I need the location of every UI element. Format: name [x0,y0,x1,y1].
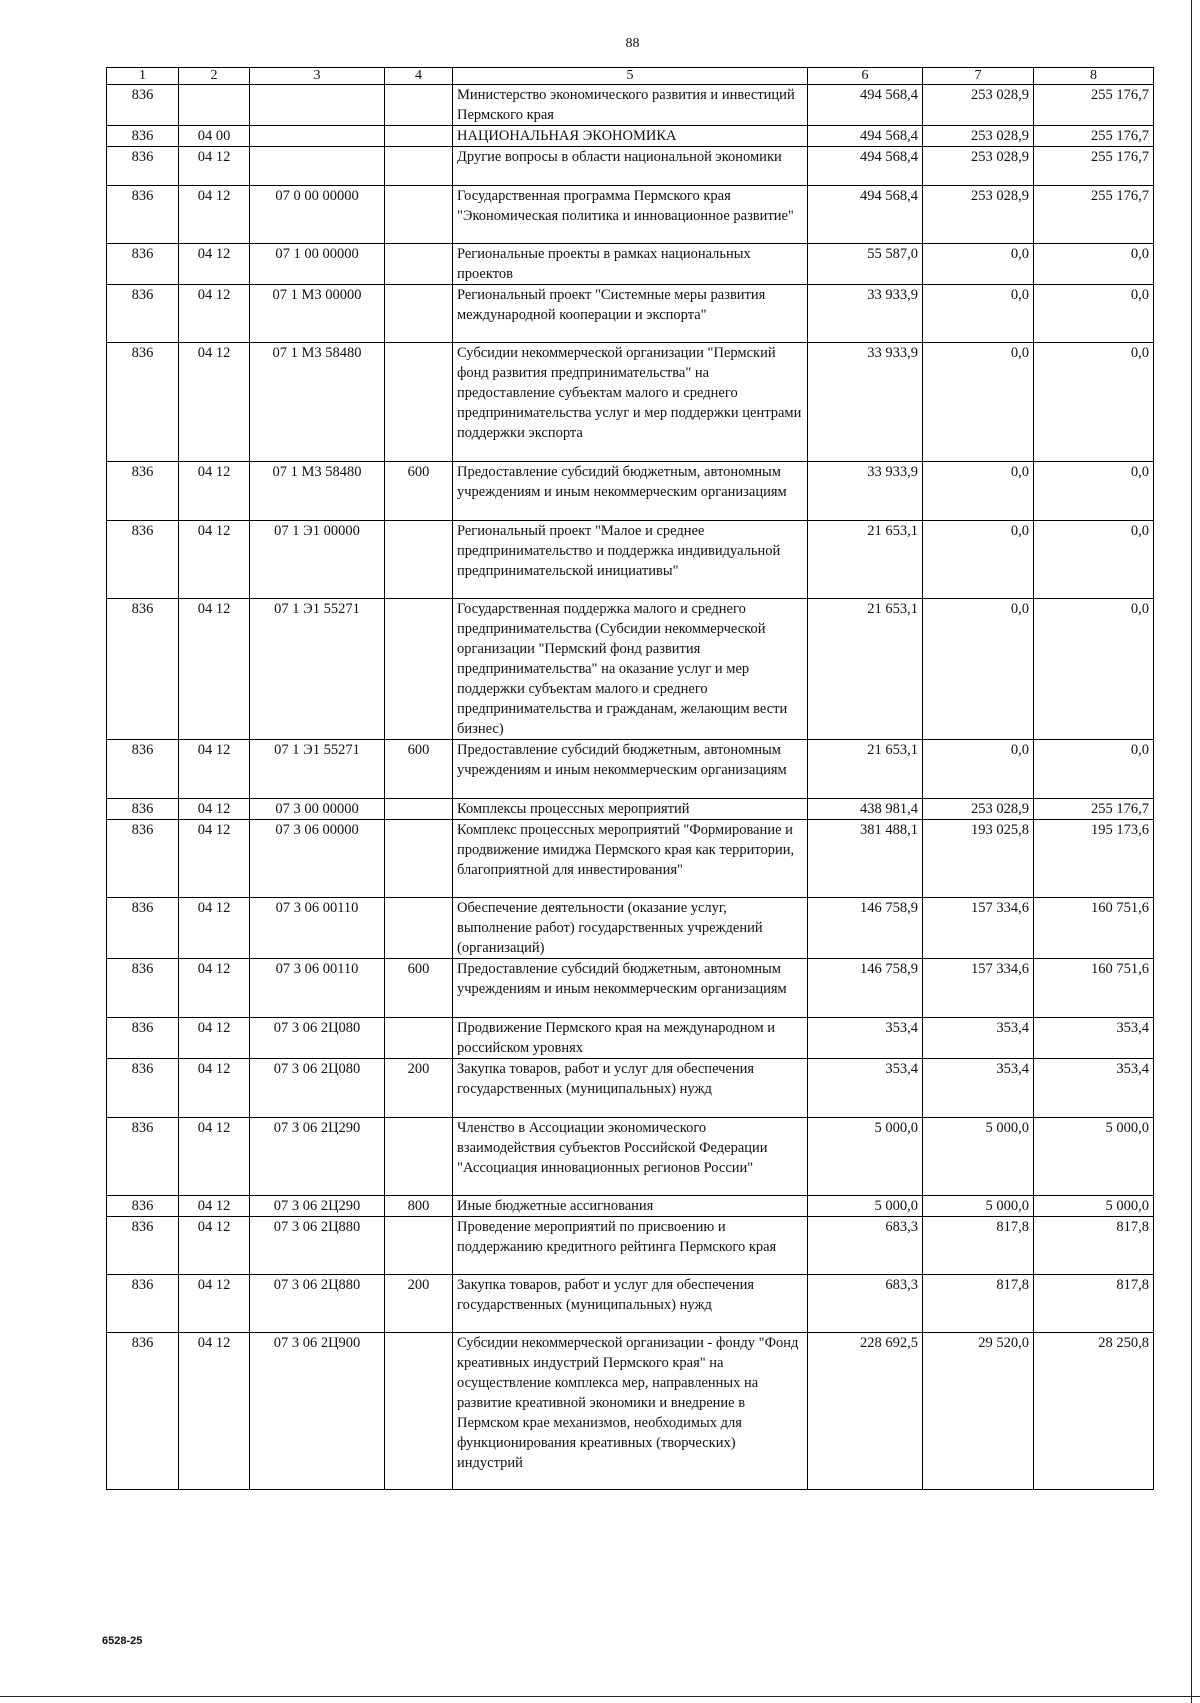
section-code-cell: 04 00 [179,126,250,147]
description-cell: Членство в Ассоциации экономического взаимодействия субъектов Российской Федерации "Ассоциация инновационных регионов России" [453,1118,808,1196]
ministry-code-cell: 836 [107,740,179,799]
expense-type-cell: 600 [385,462,453,521]
description-cell: Субсидии некоммерческой организации "Пермский фонд развития предпринимательства" на предоставление субъектам малого и среднего предпринимательства услуг и мер поддержки центрами поддержки экспорта [453,343,808,462]
amount-2025-cell: 683,3 [808,1217,923,1275]
description-cell: Региональный проект "Малое и среднее предпринимательство и поддержка индивидуальной предпринимательской инициативы" [453,521,808,599]
ministry-code-cell: 836 [107,1196,179,1217]
budget-table [106,67,1154,1490]
col-header-1: 1 [107,68,179,85]
amount-2027-cell: 0,0 [1034,462,1154,521]
amount-2027-cell: 28 250,8 [1034,1333,1154,1490]
target-article-cell: 07 3 06 00110 [250,898,385,959]
description-cell: Субсидии некоммерческой организации - фонду "Фонд креативных индустрий Пермского края" на осуществление комплекса мер, направленных на развитие креативной экономики и внедрение в Пермском крае механизмов, необходимых для функционирования креативных (творческих) индустрий [453,1333,808,1490]
section-code-cell: 04 12 [179,599,250,740]
target-article-cell: 07 3 06 2Ц880 [250,1275,385,1333]
expense-type-cell [385,343,453,462]
amount-2027-cell: 0,0 [1034,343,1154,462]
amount-2025-cell: 21 653,1 [808,740,923,799]
amount-2026-cell: 353,4 [923,1018,1034,1059]
amount-2025-cell: 494 568,4 [808,147,923,186]
amount-2025-cell: 146 758,9 [808,898,923,959]
target-article-cell: 07 1 Э1 55271 [250,599,385,740]
section-code-cell: 04 12 [179,1275,250,1333]
ministry-code-cell: 836 [107,285,179,343]
amount-2027-cell: 195 173,6 [1034,820,1154,898]
section-code-cell: 04 12 [179,462,250,521]
amount-2026-cell: 253 028,9 [923,147,1034,186]
ministry-code-cell: 836 [107,599,179,740]
amount-2025-cell: 228 692,5 [808,1333,923,1490]
table-row [107,1059,1154,1118]
amount-2026-cell: 0,0 [923,599,1034,740]
description-cell: Другие вопросы в области национальной экономики [453,147,808,186]
amount-2026-cell: 5 000,0 [923,1118,1034,1196]
page-number: 88 [625,36,640,51]
amount-2026-cell: 253 028,9 [923,186,1034,244]
section-code-cell: 04 12 [179,285,250,343]
expense-type-cell [385,599,453,740]
amount-2026-cell: 0,0 [923,740,1034,799]
ministry-code-cell: 836 [107,799,179,820]
section-code-cell [179,85,250,126]
amount-2025-cell: 5 000,0 [808,1118,923,1196]
ministry-code-cell: 836 [107,126,179,147]
expense-type-cell [385,521,453,599]
ministry-code-cell: 836 [107,1217,179,1275]
section-code-cell: 04 12 [179,1118,250,1196]
expense-type-cell: 600 [385,740,453,799]
amount-2026-cell: 0,0 [923,244,1034,285]
col-header-5: 5 [453,68,808,85]
ministry-code-cell: 836 [107,462,179,521]
description-cell: Обеспечение деятельности (оказание услуг, выполнение работ) государственных учреждений (организаций) [453,898,808,959]
expense-type-cell [385,244,453,285]
col-header-4: 4 [385,68,453,85]
col-header-7: 7 [923,68,1034,85]
description-cell: Региональный проект "Системные меры развития международной кооперации и экспорта" [453,285,808,343]
section-code-cell: 04 12 [179,740,250,799]
table-row [107,1333,1154,1490]
amount-2026-cell: 157 334,6 [923,898,1034,959]
expense-type-cell [385,799,453,820]
amount-2027-cell: 255 176,7 [1034,186,1154,244]
ministry-code-cell: 836 [107,1059,179,1118]
amount-2027-cell: 353,4 [1034,1059,1154,1118]
amount-2025-cell: 55 587,0 [808,244,923,285]
description-cell: Комплекс процессных мероприятий "Формирование и продвижение имиджа Пермского края как территории, благоприятной для инвестирования" [453,820,808,898]
amount-2027-cell: 0,0 [1034,285,1154,343]
amount-2027-cell: 255 176,7 [1034,85,1154,126]
description-cell: Региональные проекты в рамках национальных проектов [453,244,808,285]
expense-type-cell [385,85,453,126]
amount-2027-cell: 5 000,0 [1034,1118,1154,1196]
col-header-6: 6 [808,68,923,85]
amount-2025-cell: 381 488,1 [808,820,923,898]
amount-2025-cell: 353,4 [808,1059,923,1118]
amount-2026-cell: 193 025,8 [923,820,1034,898]
table-row [107,740,1154,799]
amount-2025-cell: 5 000,0 [808,1196,923,1217]
ministry-code-cell: 836 [107,1118,179,1196]
section-code-cell: 04 12 [179,1059,250,1118]
amount-2027-cell: 255 176,7 [1034,147,1154,186]
amount-2025-cell: 494 568,4 [808,126,923,147]
description-cell: Закупка товаров, работ и услуг для обеспечения государственных (муниципальных) нужд [453,1059,808,1118]
section-code-cell: 04 12 [179,1333,250,1490]
table-row [107,959,1154,1018]
ministry-code-cell: 836 [107,1275,179,1333]
target-article-cell: 07 1 Э1 55271 [250,740,385,799]
target-article-cell: 07 3 06 2Ц080 [250,1018,385,1059]
amount-2026-cell: 5 000,0 [923,1196,1034,1217]
description-cell: Государственная программа Пермского края "Экономическая политика и инновационное развитие" [453,186,808,244]
ministry-code-cell: 836 [107,959,179,1018]
target-article-cell: 07 0 00 00000 [250,186,385,244]
amount-2027-cell: 0,0 [1034,521,1154,599]
expense-type-cell [385,820,453,898]
expense-type-cell [385,1217,453,1275]
amount-2025-cell: 494 568,4 [808,186,923,244]
amount-2026-cell: 157 334,6 [923,959,1034,1018]
table-row [107,799,1154,820]
target-article-cell: 07 1 М3 00000 [250,285,385,343]
ministry-code-cell: 836 [107,147,179,186]
target-article-cell: 07 3 06 2Ц290 [250,1196,385,1217]
amount-2026-cell: 253 028,9 [923,85,1034,126]
section-code-cell: 04 12 [179,244,250,285]
amount-2025-cell: 33 933,9 [808,462,923,521]
ministry-code-cell: 836 [107,898,179,959]
table-row [107,244,1154,285]
expense-type-cell [385,1118,453,1196]
amount-2026-cell: 0,0 [923,521,1034,599]
expense-type-cell [385,285,453,343]
table-row [107,85,1154,126]
expense-type-cell [385,898,453,959]
expense-type-cell [385,1018,453,1059]
target-article-cell: 07 1 М3 58480 [250,343,385,462]
amount-2025-cell: 438 981,4 [808,799,923,820]
target-article-cell [250,147,385,186]
section-code-cell: 04 12 [179,898,250,959]
amount-2025-cell: 146 758,9 [808,959,923,1018]
description-cell: Министерство экономического развития и инвестиций Пермского края [453,85,808,126]
ministry-code-cell: 836 [107,1333,179,1490]
amount-2026-cell: 817,8 [923,1275,1034,1333]
table-row [107,820,1154,898]
target-article-cell: 07 3 06 2Ц900 [250,1333,385,1490]
table-row [107,147,1154,186]
amount-2025-cell: 33 933,9 [808,343,923,462]
ministry-code-cell: 836 [107,521,179,599]
description-cell: Предоставление субсидий бюджетным, автономным учреждениям и иным некоммерческим организациям [453,959,808,1018]
expense-type-cell [385,147,453,186]
ministry-code-cell: 836 [107,1018,179,1059]
col-header-8: 8 [1034,68,1154,85]
expense-type-cell [385,1333,453,1490]
amount-2027-cell: 353,4 [1034,1018,1154,1059]
table-row [107,1275,1154,1333]
description-cell: Предоставление субсидий бюджетным, автономным учреждениям и иным некоммерческим организациям [453,462,808,521]
section-code-cell: 04 12 [179,1217,250,1275]
scan-edge-right [1191,0,1192,1703]
section-code-cell: 04 12 [179,343,250,462]
amount-2027-cell: 5 000,0 [1034,1196,1154,1217]
amount-2027-cell: 0,0 [1034,740,1154,799]
ministry-code-cell: 836 [107,244,179,285]
section-code-cell: 04 12 [179,959,250,1018]
document-code: 6528-25 [102,1635,143,1647]
table-row [107,1118,1154,1196]
target-article-cell: 07 1 Э1 00000 [250,521,385,599]
amount-2027-cell: 160 751,6 [1034,898,1154,959]
amount-2027-cell: 817,8 [1034,1275,1154,1333]
header-row [107,68,1154,85]
ministry-code-cell: 836 [107,343,179,462]
amount-2026-cell: 0,0 [923,343,1034,462]
amount-2025-cell: 33 933,9 [808,285,923,343]
table-row [107,599,1154,740]
table-row [107,898,1154,959]
table-row [107,521,1154,599]
amount-2027-cell: 160 751,6 [1034,959,1154,1018]
expense-type-cell [385,126,453,147]
table-row [107,126,1154,147]
amount-2027-cell: 0,0 [1034,599,1154,740]
ministry-code-cell: 836 [107,85,179,126]
description-cell: НАЦИОНАЛЬНАЯ ЭКОНОМИКА [453,126,808,147]
section-code-cell: 04 12 [179,521,250,599]
description-cell: Предоставление субсидий бюджетным, автономным учреждениям и иным некоммерческим организациям [453,740,808,799]
description-cell: Проведение мероприятий по присвоению и поддержанию кредитного рейтинга Пермского края [453,1217,808,1275]
section-code-cell: 04 12 [179,1196,250,1217]
amount-2026-cell: 253 028,9 [923,799,1034,820]
target-article-cell: 07 3 06 2Ц290 [250,1118,385,1196]
description-cell: Продвижение Пермского края на международном и российском уровнях [453,1018,808,1059]
expense-type-cell [385,186,453,244]
description-cell: Государственная поддержка малого и среднего предпринимательства (Субсидии некоммерческой организации "Пермский фонд развития предпринимательства" на оказание услуг и мер поддержки субъектам малого и среднего предпринимательства и гражданам, желающим вести бизнес) [453,599,808,740]
target-article-cell: 07 3 06 00000 [250,820,385,898]
amount-2027-cell: 817,8 [1034,1217,1154,1275]
amount-2026-cell: 29 520,0 [923,1333,1034,1490]
table-row [107,186,1154,244]
target-article-cell: 07 3 06 2Ц080 [250,1059,385,1118]
expense-type-cell: 800 [385,1196,453,1217]
amount-2027-cell: 255 176,7 [1034,126,1154,147]
scan-edge-bottom [0,1696,1200,1697]
amount-2026-cell: 0,0 [923,285,1034,343]
target-article-cell [250,85,385,126]
expense-type-cell: 200 [385,1275,453,1333]
amount-2027-cell: 255 176,7 [1034,799,1154,820]
amount-2025-cell: 21 653,1 [808,521,923,599]
amount-2026-cell: 0,0 [923,462,1034,521]
expense-type-cell: 200 [385,1059,453,1118]
description-cell: Иные бюджетные ассигнования [453,1196,808,1217]
expense-type-cell: 600 [385,959,453,1018]
target-article-cell: 07 3 06 2Ц880 [250,1217,385,1275]
table-row [107,285,1154,343]
description-cell: Комплексы процессных мероприятий [453,799,808,820]
section-code-cell: 04 12 [179,820,250,898]
description-cell: Закупка товаров, работ и услуг для обеспечения государственных (муниципальных) нужд [453,1275,808,1333]
target-article-cell: 07 1 00 00000 [250,244,385,285]
amount-2026-cell: 817,8 [923,1217,1034,1275]
amount-2025-cell: 353,4 [808,1018,923,1059]
table-row [107,343,1154,462]
ministry-code-cell: 836 [107,820,179,898]
amount-2026-cell: 353,4 [923,1059,1034,1118]
amount-2026-cell: 253 028,9 [923,126,1034,147]
target-article-cell: 07 3 00 00000 [250,799,385,820]
ministry-code-cell: 836 [107,186,179,244]
section-code-cell: 04 12 [179,799,250,820]
section-code-cell: 04 12 [179,147,250,186]
table-row [107,462,1154,521]
section-code-cell: 04 12 [179,1018,250,1059]
table-row [107,1018,1154,1059]
col-header-2: 2 [179,68,250,85]
target-article-cell: 07 3 06 00110 [250,959,385,1018]
table-row [107,1196,1154,1217]
amount-2025-cell: 494 568,4 [808,85,923,126]
amount-2025-cell: 683,3 [808,1275,923,1333]
amount-2027-cell: 0,0 [1034,244,1154,285]
amount-2025-cell: 21 653,1 [808,599,923,740]
target-article-cell: 07 1 М3 58480 [250,462,385,521]
target-article-cell [250,126,385,147]
table-row [107,1217,1154,1275]
col-header-3: 3 [250,68,385,85]
section-code-cell: 04 12 [179,186,250,244]
